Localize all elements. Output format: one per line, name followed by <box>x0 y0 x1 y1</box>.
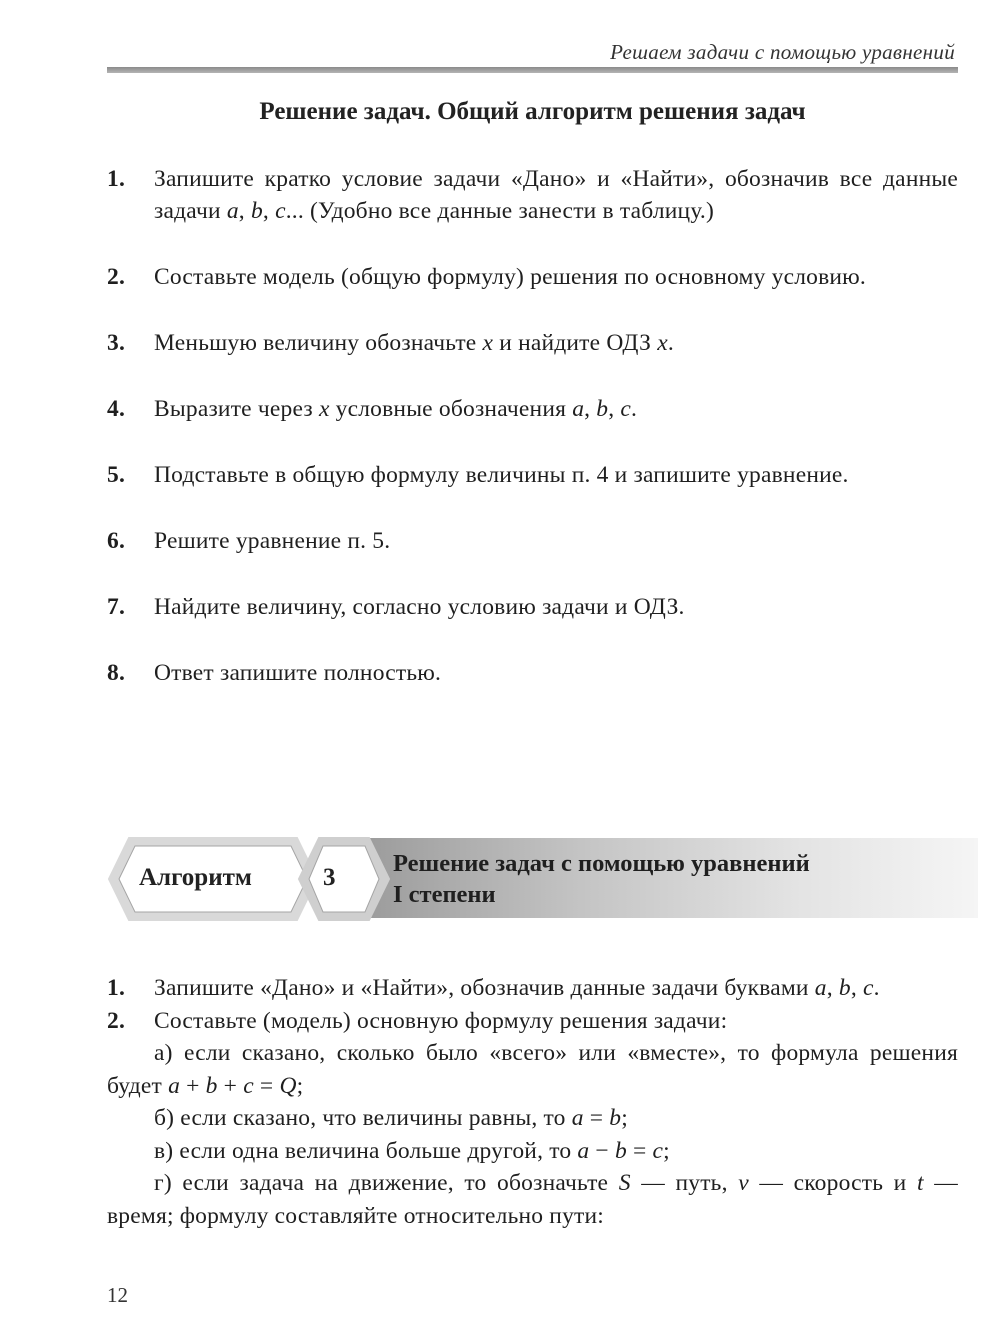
step-number: 4. <box>107 396 126 422</box>
banner-title-line2: I степени <box>393 881 496 908</box>
step-number: 6. <box>107 528 126 554</box>
algorithm-label: Алгоритм <box>139 864 252 891</box>
step-text: Составьте (модель) основную формулу решения задачи: <box>154 1007 728 1034</box>
general-algorithm-list <box>107 163 958 723</box>
algorithm-banner <box>107 834 958 924</box>
step-number: 2. <box>107 264 126 290</box>
algorithm-number: 3 <box>323 864 336 891</box>
step-number: 1. <box>107 975 126 1001</box>
list-item <box>107 163 958 227</box>
step-number: 8. <box>107 660 126 686</box>
list-item <box>107 327 958 359</box>
step-text: Меньшую величину обозначьте x и найдите ОДЗ x. <box>154 330 674 356</box>
list-item <box>107 261 958 293</box>
sub-item-v: в) если одна величина больше другой, то a − b = c; <box>154 1137 670 1164</box>
header-rule <box>107 67 958 73</box>
step-text: Подставьте в общую формулу величины п. 4 и запишите уравнение. <box>154 462 849 488</box>
list-item <box>107 657 958 689</box>
step-number: 3. <box>107 330 126 356</box>
step-number: 2. <box>107 1007 126 1034</box>
list-item <box>107 525 958 557</box>
step-text: Ответ запишите полностью. <box>154 660 442 686</box>
list-item <box>107 591 958 623</box>
step-text: Решите уравнение п. 5. <box>154 528 391 554</box>
section-title: Решение задач. Общий алгоритм решения задач <box>259 98 806 125</box>
list-item <box>107 1005 958 1038</box>
banner-title <box>393 848 810 910</box>
algorithm-3-body <box>107 972 958 1232</box>
list-item <box>107 459 958 491</box>
step-number: 5. <box>107 462 126 488</box>
step-text: Составьте модель (общую формулу) решения по основному условию. <box>154 264 866 290</box>
step-text: Запишите кратко условие задачи «Дано» и «Найти», обозначив все данные задачи a, b, c... (Удобно все данные занести в таблицу.) <box>154 166 958 224</box>
sub-item-a: а) если сказано, сколько было «всего» или «вместе», то формула решения будет a + b + c = Q; <box>107 1040 958 1099</box>
step-number: 1. <box>107 166 126 192</box>
step-text: Найдите величину, согласно условию задачи и ОДЗ. <box>154 594 685 620</box>
page-number: 12 <box>107 1283 128 1307</box>
list-item <box>107 972 958 1005</box>
step-text: Выразите через x условные обозначения a, b, c. <box>154 396 638 422</box>
sub-item-g: г) если задача на движение, то обозначьте S — путь, v — скорость и t — время; формулу составляйте относительно пути: <box>107 1170 958 1229</box>
list-item <box>107 393 958 425</box>
banner-title-line1: Решение задач с помощью уравнений <box>393 850 810 877</box>
running-header: Решаем задачи с помощью уравнений <box>610 40 955 64</box>
step-number: 7. <box>107 594 126 620</box>
sub-item-b: б) если сказано, что величины равны, то a = b; <box>154 1105 628 1131</box>
step-text: Запишите «Дано» и «Найти», обозначив данные задачи буквами a, b, c. <box>154 975 880 1001</box>
